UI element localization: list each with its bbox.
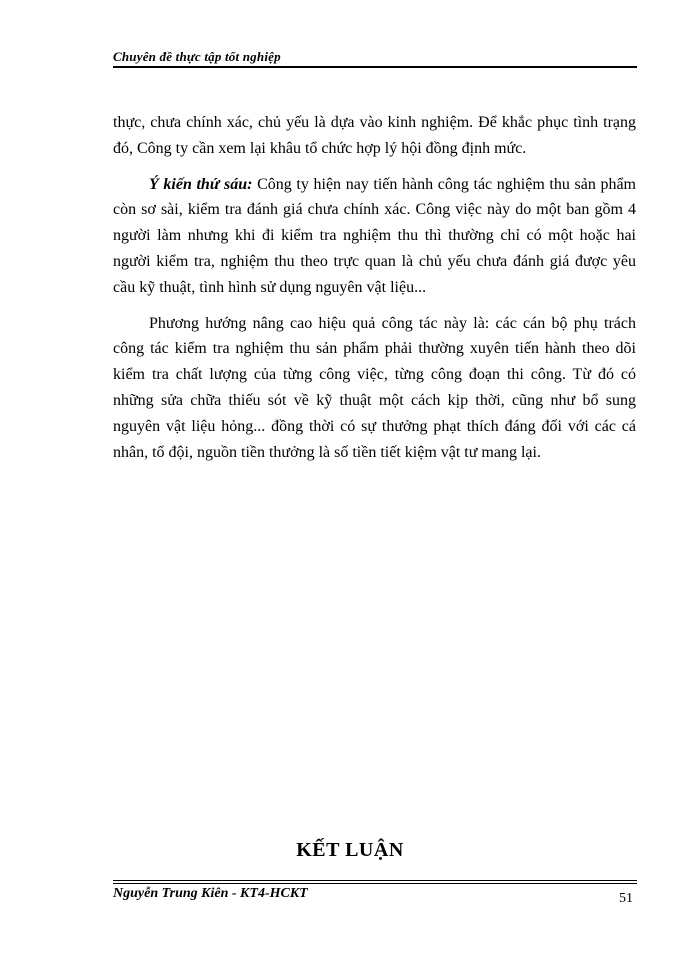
- paragraph-label: Ý kiến thứ sáu:: [149, 175, 253, 193]
- footer-author: Nguyễn Trung Kiên - KT4-HCKT: [113, 886, 308, 901]
- paragraph-opinion-six: [113, 172, 636, 301]
- paragraph-text: Công ty hiện nay tiến hành công tác nghiệm thu sản phẩm còn sơ sài, kiểm tra đánh giá chưa chính xác. Công việc này do một ban gồm 4 người làm nhưng khi đi kiểm tra nghiệm thu thì thường chỉ có một hoặc hai người kiểm tra, nghiệm thu theo trực quan là chủ yếu chưa đánh giá được yêu cầu kỹ thuật, tình hình sử dụng nguyên vật liệu...: [113, 175, 636, 296]
- header-title: Chuyên đề thực tập tốt nghiệp: [113, 49, 281, 64]
- page-number: 51: [619, 891, 633, 906]
- footer-divider-bottom: [113, 883, 637, 884]
- page-header: [113, 48, 637, 70]
- paragraph-direction: Phương hướng nâng cao hiệu quả công tác này là: các cán bộ phụ trách công tác kiểm tra nghiệm thu sản phẩm phải thường xuyên tiến hành theo dõi kiểm tra chất lượng của từng công việc, từng công đoạn thi công. Từ đó có những sửa chữa thiếu sót về kỹ thuật một cách kịp thời, cũng như bổ sung nguyên vật liệu hỏng... đồng thời có sự thưởng phạt thích đáng đối với các cá nhân, tổ đội, nguồn tiền thưởng là số tiền tiết kiệm vật tư mang lại.: [113, 314, 636, 461]
- document-body: [113, 110, 636, 475]
- page-footer: [113, 880, 637, 920]
- header-divider: [113, 66, 637, 68]
- paragraph-continuation: thực, chưa chính xác, chủ yếu là dựa vào kinh nghiệm. Để khắc phục tình trạng đó, Công ty cần xem lại khâu tổ chức hợp lý hội đồng định mức.: [113, 114, 636, 157]
- footer-divider-top: [113, 880, 637, 881]
- section-heading-conclusion: KẾT LUẬN: [296, 839, 404, 861]
